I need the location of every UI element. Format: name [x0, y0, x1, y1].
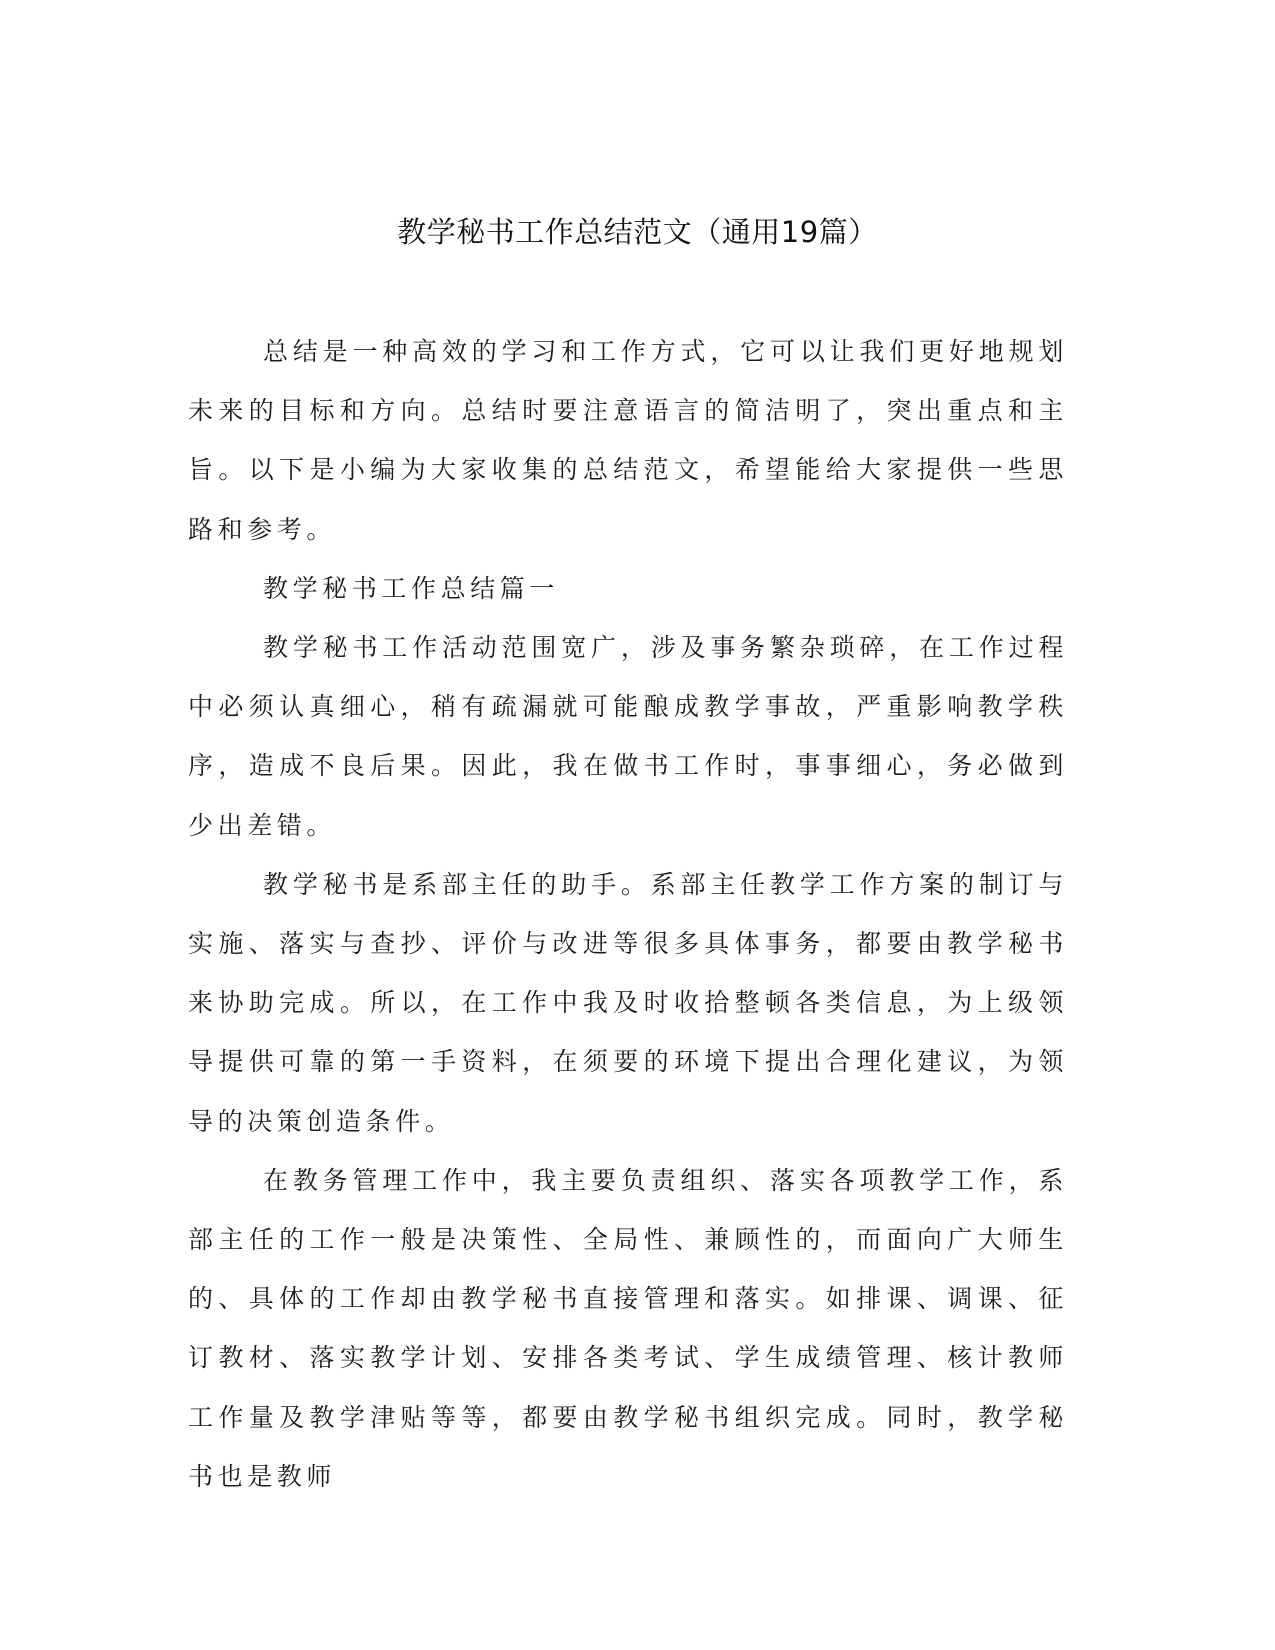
- section-heading: 教学秘书工作总结篇一: [263, 573, 560, 603]
- body-paragraph-2: 教学秘书是系部主任的助手。系部主任教学工作方案的制订与实施、落实与查抄、评价与改进等很多具体事务，都要由教学秘书来协助完成。所以，在工作中我及时收拾整顿各类信息，为上级领导提供可靠的第一手资料，在须要的环境下提出合理化建议，为领导的决策创造条件。: [188, 869, 1068, 1136]
- document-title: 教学秘书工作总结范文（通用19篇）: [397, 215, 878, 249]
- document-body: [188, 322, 1068, 1506]
- intro-paragraph: 总结是一种高效的学习和工作方式，它可以让我们更好地规划未来的目标和方向。总结时要注意语言的简洁明了，突出重点和主旨。以下是小编为大家收集的总结范文，希望能给大家提供一些思路和参考。: [188, 337, 1068, 544]
- body-paragraph-3: 在教务管理工作中，我主要负责组织、落实各项教学工作，系部主任的工作一般是决策性、全局性、兼顾性的，而面向广大师生的、具体的工作却由教学秘书直接管理和落实。如排课、调课、征订教材、落实教学计划、安排各类考试、学生成绩管理、核计教师工作量及教学津贴等等，都要由教学秘书组织完成。同时，教学秘书也是教师: [188, 1165, 1068, 1491]
- body-paragraph-1: 教学秘书工作活动范围宽广，涉及事务繁杂琐碎，在工作过程中必须认真细心，稍有疏漏就可能酿成教学事故，严重影响教学秩序，造成不良后果。因此，我在做书工作时，事事细心，务必做到少出差错。: [188, 633, 1068, 840]
